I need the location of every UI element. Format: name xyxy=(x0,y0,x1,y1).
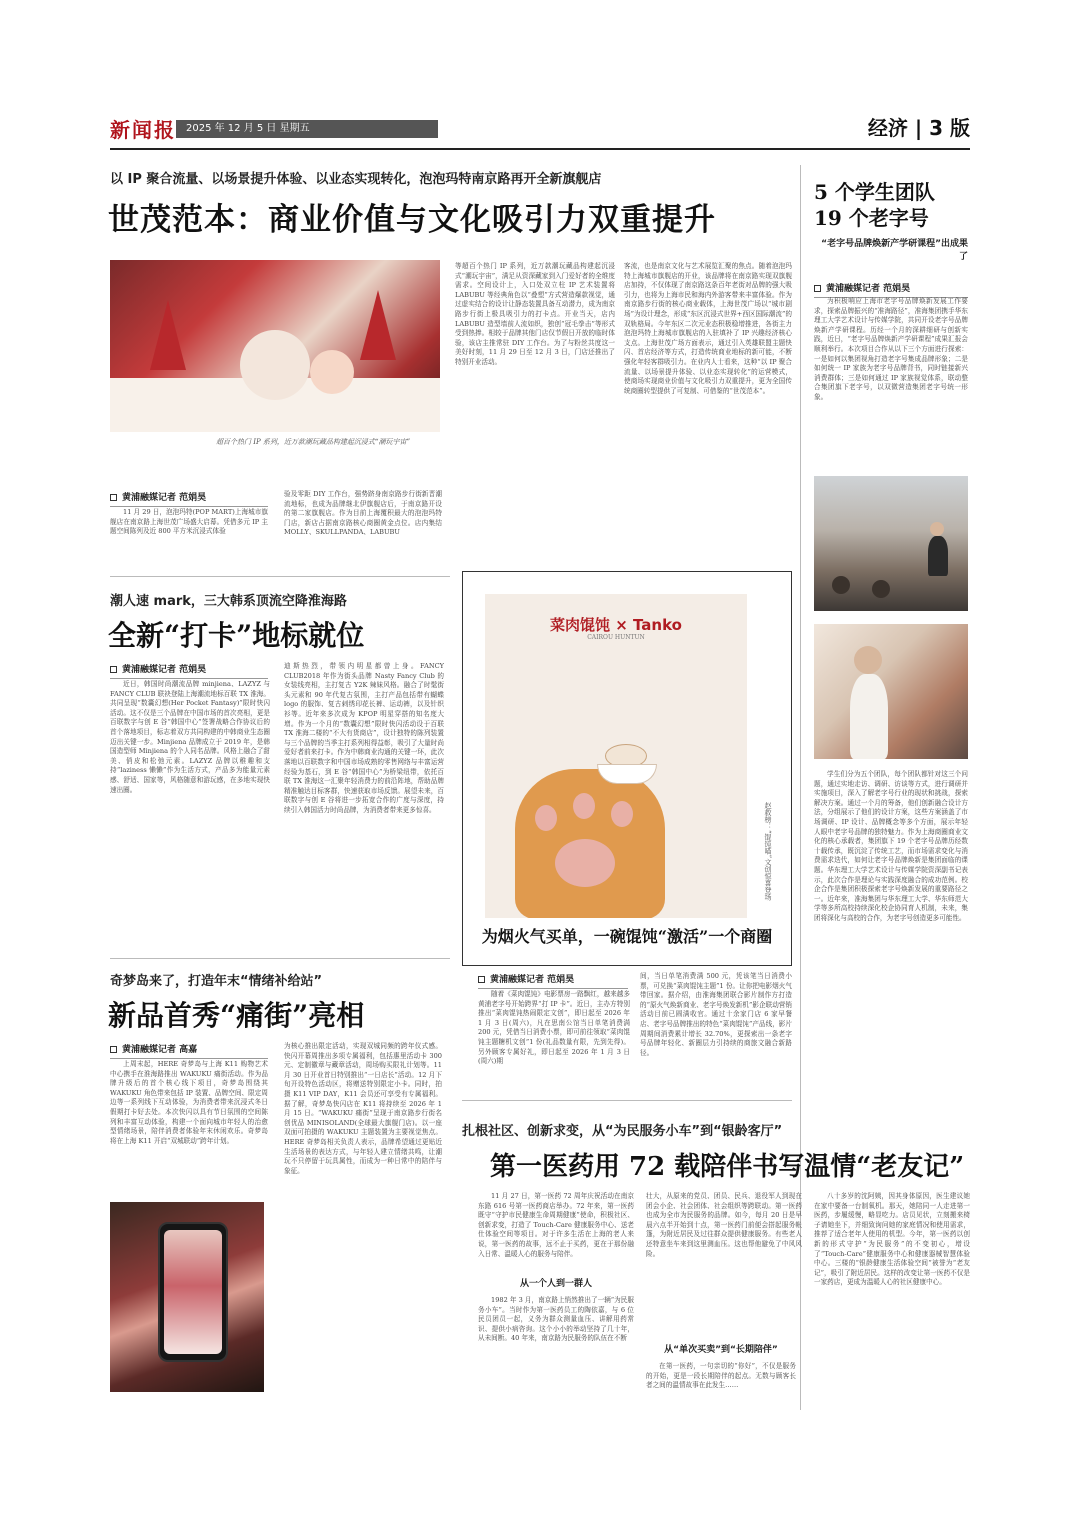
store-photo xyxy=(110,260,440,432)
film-ad-block xyxy=(462,571,792,966)
christmas-tree-left xyxy=(150,300,186,370)
article4-col2: 壮大，从原来的党员、团员、民兵、退役军人到现在团会小企、社会团体、社会组织等跨联动。第一医药也成为全市为民服务的品牌。如今，每月 20 日是早晨六点半开始到十点，第一医药门前便会搭起服务帐篷，为附近居民及过往群众提供健康服务。有些老人还特意坐车来到这里测血压。这也帮他避免了中风风险。 xyxy=(646,1192,802,1258)
presenter-head xyxy=(930,522,944,536)
student-head xyxy=(854,646,882,674)
paw-pad xyxy=(555,839,615,887)
toy-figure xyxy=(310,350,354,394)
sidebar-subtitle: “老字号品牌焕新产学研课程”出成果了 xyxy=(821,239,968,262)
sidebar-body-bottom: 学生们分为五个团队，每个团队都针对这三个问题，通过实地走访、调研、访谈等方式，进行调研并实施项目，深入了解老字号行业的现状和挑战，探索解决方案。通过一个月的筹备，他们创新融合设计方法，分组展示了他们的设计方案，这些方案涵盖了市场调研、IP 设计、品牌概念等多个方面，展示年轻人眼中老字号品牌的独特魅力。作为上海商圈商业文化的核心承载者，集团旗下 19 个老字号品牌历经数十载传承，既沉淀了传统工艺，而市场需求变化与消费需求迭代，如何让老字号品牌焕新是集团面临的课题。华东理工大学艺术设计与传媒学院资深副书记表示，此次合作是理论与实践深度融合的成功范例。校企合作是集团积极探索老字号焕新发展的重要路径之一。近年来，准海集团与华东理工大学、华东师范大学等多所高校持续深化校企协同育人机制，未来，集团将深化与高校的合作，为老字号创造更多可能性。 xyxy=(814,770,968,922)
sidebar-headline-line1: 5 个学生团队 xyxy=(814,180,935,204)
audience-head xyxy=(832,576,850,594)
article1-headline: 世茂范本：商业价值与文化吸引力双重提升 xyxy=(108,202,716,238)
section-divider xyxy=(462,1100,792,1101)
wakuku-street-photo xyxy=(110,1202,264,1392)
article2-byline xyxy=(110,662,268,679)
article4-kicker: 扎根社区、创新求变，从“为民服务小车”到“银龄客厅” xyxy=(462,1124,783,1139)
ad-vertical-caption: 赵救榜：“馄饨喵”文创惊喜登场 xyxy=(764,802,772,901)
article1-col1: 11 月 29 日，泡泡玛特(POP MART)上海城市旗舰店在南京路上海世茂广场盛大启幕。凭借多元 IP 主题空间陈列及近 800 平方米沉浸式体验 xyxy=(110,508,268,536)
cat-paw-illustration xyxy=(515,769,665,918)
labubu-figure xyxy=(240,330,310,400)
article1-byline xyxy=(110,490,268,507)
byline-square-icon xyxy=(110,666,117,673)
classroom-photo xyxy=(814,476,968,611)
article3-headline: 新品首秀“痛街”亮相 xyxy=(108,999,365,1032)
sidebar-byline xyxy=(814,281,968,298)
article1-kicker: 以 IP 聚合流量、以场景提升体验、以业态实现转化，泡泡玛特南京路再开全新旗舰店 xyxy=(110,172,602,187)
smartphone xyxy=(158,1222,228,1362)
article1-col3: 等超百个热门 IP 系列，近万款潮玩藏品构建起沉浸式“潮玩宇宙”，满足从资深藏家到入门爱好者的全维度需求。空间设计上，入口处双立柱 IP 艺术装置将 LABUBU 等经典角色以“叠塑”方式营造爆款视觉，通过虚实结合的设计让静态装置具备互动潜力，成为南京路步行街上极具吸引力的打卡点。开业当天，店内 LABUBU 造型墙前人流如织，独创“冠毛拳击”等形式受到热捧。相较于品牌其他门店仅节假日开放的临时体验，该店主推常驻 DIY 工作台。为了与粉丝共度这一美好时刻，11 月 29 日至 12 月 3 日，门店还推出了特别开业活动。 xyxy=(455,262,615,366)
poster-brand-sub: CAIROU HUNTUN xyxy=(587,634,645,641)
presenter-figure xyxy=(928,536,948,576)
article2-byline-text: 黄浦融媒记者 范娟昊 xyxy=(122,665,207,675)
paw-toe xyxy=(611,801,633,827)
issue-date: 2025 年 12 月 5 日 星期五 xyxy=(176,120,438,138)
audience-head xyxy=(872,580,890,598)
paw-toe xyxy=(535,805,557,831)
student-speaker-photo xyxy=(814,624,968,759)
poster-brand: 菜肉馄饨 × Tanko xyxy=(550,616,682,634)
article4-subhead2: 从“单次买卖”到“长期陪伴” xyxy=(664,1345,778,1355)
byline-square-icon xyxy=(814,285,821,292)
article4-subhead1: 从一个人到一群人 xyxy=(519,1279,592,1289)
masthead xyxy=(110,112,970,146)
section-label: 经济 | 3 版 xyxy=(867,116,970,140)
article2-kicker: 潮人速 mark，三大韩系顶流空降淮海路 xyxy=(110,594,347,609)
masthead-rule xyxy=(110,148,970,150)
ad-article-col2: 间，当日单笔消费满 500 元，凭该笔当日消费小票，可兑换“菜肉馄饨主题”1 份。让你把电影烟火气带回家。据介绍，由淮海集团联合影片制作方打造的“原火气焕新商业、老字号焕发新机”影企联动营销活动目前已圆满收官。通过十余家门店 6 家早餐店、老字号品牌推出的特色“菜肉馄饨”产品线，影片周期间消费累计增长 32.70%，更探索出一条老字号品牌年轻化、新圈层力引持续的商旅文融合新路径。 xyxy=(640,972,792,1057)
section-divider xyxy=(110,576,450,577)
ad-byline-text: 黄浦融媒记者 范娟昊 xyxy=(490,975,575,985)
article4-col3: 八十多岁的沈阿姨，因其身体原因，医生建议她在家中要备一台制氧机。那天，她陪同一人走进第一医药，步履缓慢，略显吃力。店员见状，立刻搬来椅子请她坐下，并细致询问她的家庭情况和使用需求，推荐了适合老年人使用的机型。今年，第一医药以创新的形式守护“为民服务”的不变初心，增设了“Touch-Care”健康服务中心和健康器械智慧体验中心。三楼的“银龄健康生活体验空间”被誉为“老友记”，吸引了附近居民。这样的改变让第一医药不仅是一家药店，更成为温暖人心的社区健康中心。 xyxy=(814,1192,970,1287)
byline-square-icon xyxy=(110,1046,117,1053)
paw-toe xyxy=(573,793,595,819)
sidebar-byline-text: 黄浦融媒记者 范娟昊 xyxy=(826,284,911,294)
article4-col2b: 在第一医药，一句亲切的“你好”，不仅是服务的开始，更是一段长期陪伴的起点。无数与顾客长者之间的温情故事在此发生…… xyxy=(646,1362,796,1390)
section-divider xyxy=(110,958,450,959)
article3-byline xyxy=(110,1042,268,1059)
sidebar-headline-line2: 19 个老字号 xyxy=(814,206,929,230)
ad-title: 为烟火气买单，一碗馄饨“激活”一个商圈 xyxy=(481,927,773,946)
christmas-tree-right xyxy=(360,290,396,360)
article3-kicker: 奇梦岛来了，打造年末“情绪补给站” xyxy=(110,974,323,989)
article2-col2: 迪斯热烈，带领内明星都曾上身。FANCY CLUB2018 年作为街头品牌 Nasty Fancy Club 的女装线亮相，主打复古 Y2K 辣妹风格。融合了时髦街头元素和 90 年代复古氛围，主打产品包括带有蝴蝶 logo 的服饰、复古刺绣印花长裤、运动裤，以及针织衫等。近年来多次成为 KPOP 明星穿搭的知名度大增。作为一个月的“数囊幻想”限时快闪活动设于百联 TX 淮海二楼的“不大有货商店”，设计独特的陈列装置与三个品牌的当季主打系列相得益彰，吸引了大量时尚爱好者前来打卡。作为中韩商业沟通的关键一环，此次落地以百联数字和中国市场成熟的零售网络与丰富运营经验为基石，到 E 谷“韩国中心”为桥梁纽带，依托百联 TX 淮海这一汇聚年轻消费力的前沿阵地，帮助品牌精准触达目标客群，快速获取市场反馈。展望未来，百联数字与创 E 谷将进一步拓宽合作的广度与深度，持续引入韩国活力时尚品牌，为消费者带来更多惊喜。 xyxy=(284,662,444,814)
article1-col4: 客流，也是南京文化与艺术展览汇聚的焦点。随着泡泡玛特上海城市旗舰店的开业，该品牌将在南京路实现双旗舰店加持，不仅体现了南京路这条百年老街对品牌的强大吸引力，也将为上海市民和海内外游客带来丰富体验。作为南京路步行街的核心商业载体，上海世茂广场以“城市剧场”为设计理念，形成“东区沉浸式世界+西区国际潮流”的双轨格局。今年东区二次元业态积极稳增推进，各街主力泡泡玛特上海城市旗舰店的入驻填补了 IP 兴趣经济核心支点。上海世茂广场方面表示，通过引入英雄联盟主题快闪、首店经济等方式，打造传统商业地标的新可能，不断强化年轻客群吸引力。在业内人士看来，这种“以 IP 聚合流量、以场景提升体验、以业态实现转化”的运营模式，使商场实现商业价值与文化吸引力双重提升，更为全国传统商圈转型提供了可复制、可借鉴的“世茂范本”。 xyxy=(624,262,792,395)
article3-col1: 上周末起，HERE 奇梦岛与上海 K11 购物艺术中心携手在淮海路推出 WAKUKU 痛街活动。作为品牌升级后的首个核心线下项目，奇梦岛围绕其 WAKUKU 角色带来包括 IP 装置、品牌空间、限定周边等一系列线下互动体验，为消费者带来沉浸式冬日假期打卡好去处。本次快闪以具有节日氛围的空间陈列和丰富互动体验，构建一个面向城市年轻人的治愈型情绪场景，陪伴消费者体验年末休闲欢乐。奇梦岛将在上海 K11 开启“双城联动”跨年计划。 xyxy=(110,1060,268,1145)
article4-col1b: 1982 年 3 月，南京路上悄然推出了一辆“为民服务小车”。当时作为第一医药员工的陶依嘉，与 6 位民员团员一起，义务为群众测量血压、讲解用药常识、提供小病咨询。这个小小的举动坚持了几十年，从未间断。40 年来，南京路为民服务的队伍在不断 xyxy=(478,1296,634,1343)
store-photo-caption: 超百个热门 IP 系列，近万款潮玩藏品构建起沉浸式“潮玩宇宙” xyxy=(216,438,411,446)
article3-col2: 为核心推出限定活动，实现双城同频的跨年仪式感。快闪开幕周推出多项专属福利，包括惠里活动卡 300 元、定制徽章与藏章活动，周场购买限礼计划等。11 月 30 日开业首日特别推出“一日店长”活动。12 月下旬开设特色活动区，将赠送特别限定小卡。同时，拍摄 K11 VIP DAY，K11 会员还可享受有专属福利。据了解，奇梦岛快闪店在 K11 将持续至 2026 年 1 月 15 日。“WAKUKU 痛街”呈现于南京路步行街名创优品 MINISOLAND(全球最大旗舰门店)。以一座双面可拍摄的 WAKUKU 主题装置为主要视觉焦点。HERE 奇梦岛相关负责人表示，品牌希望通过更贴近生活场景的表达方式，与年轻人建立情绪共鸣，让潮玩不只停留于玩具属性，而成为一种日常中的陪伴与象征。 xyxy=(284,1042,442,1175)
film-poster xyxy=(485,594,747,918)
student-figure xyxy=(850,674,888,759)
byline-square-icon xyxy=(110,494,117,501)
article4-col1: 11 月 27 日，第一医药 72 周年庆祝活动在南京东路 616 号第一医药商店举办。72 年来，第一医药既守“守护市民健康生命周期健康”使命，积极社区、创新求变，打造了 Touch-Care 健康服务中心、送老仕体验空间等项目。对于许多生活在上海的老人来说，第一医药的故事，远不止于买药，更在于那份融入日常、温暖人心的服务与陪伴。 xyxy=(478,1192,634,1258)
ad-byline xyxy=(478,972,628,989)
byline-square-icon xyxy=(478,976,485,983)
ad-article-col1: 随着《菜肉馄饨》电影票房一路飘红，越来越多黄浦老字号开始跨界“打 IP 卡”。近日，主办方特别推出“菜肉馄饨热闹限定文创”，即日起至 2026 年 1 月 3 日(周六)，凡在思南公馆当日单笔消费满 200 元，凭借当日消费小票，即可前往领取“菜肉馄饨主题糖机文创”1 份(礼品数量有限，先到先得)。另外顾客专属好礼，即日起至 2026 年 1 月 3 日(周六)期 xyxy=(478,990,630,1066)
wonton-bowl-illustration xyxy=(597,764,657,784)
article1-col2: 验及零距 DIY 工作台，强势跻身南京路步行街新晋潮流地标，也成为品牌继北伊旗舰店后，于南京路开设的第二家旗舰店。作为目前上海覆积最大的泡泡玛特门店，新店占据南京路核心商圈黄金点位。店内集结 MOLLY、SKULLPANDA、LABUBU xyxy=(284,490,442,537)
article3-byline-text: 黄浦融媒记者 高嘉 xyxy=(122,1045,198,1055)
article1-byline-text: 黄浦融媒记者 范娟昊 xyxy=(122,493,207,503)
newspaper-logo: 新闻报 xyxy=(110,118,176,142)
article2-col1: 近日，韩国时尚潮流品牌 minjiena、LAZYZ 与 FANCY CLUB 联袂登陆上海潮流地标百联 TX 淮海。共同呈现“数囊幻想(Her Pocket Fantasy)”限时快闪活动。这不仅是三个品牌在中国市场的首次亮相，更是百联数字与创 E 谷“韩国中心”签署战略合作协议后的首个落地项目，标志着双方共同构建的中韩商业生态圈迈出关键一步。Minjiena 品牌成立于 2019 年，是韩国造型师 Minjiena 的个人同名品牌。风格上融合了甜美、俏皮和松弛元素。LAZYZ 品牌以稚趣和支持“laziness 懒懒”作为生活方式，产品多为能量元素感、舒适、国家等，风格随意和游玩感，在多地实现快速出圈。 xyxy=(110,680,270,794)
phone-screen xyxy=(164,1230,222,1354)
sidebar-body-top: 为积极响应上海市老字号品牌焕新发展工作要求，探索品牌振兴的“准海路径”，准海集团携手华东理工大学艺术设计与传媒学院，共同开设老字号品牌焕新产学研课程。历经一个月的深耕细研与创新实践，近日，“老字号品牌焕新产学研课程”成果汇报会顺利举行。本次项目合作从以下三个方面进行探索：一是如何以集团视角打造老字号集成品牌形象；二是如何统一 IP 家族为老字号品牌背书，同时链接新兴消费群体；三是如何通过 IP 家族视觉体系，联动整合集团旗下老字号，以双微营造集团老字号统一形象。 xyxy=(814,297,968,401)
article2-headline: 全新“打卡”地标就位 xyxy=(108,619,365,652)
article4-headline: 第一医药用 72 载陪伴书写温情“老友记” xyxy=(490,1152,965,1182)
